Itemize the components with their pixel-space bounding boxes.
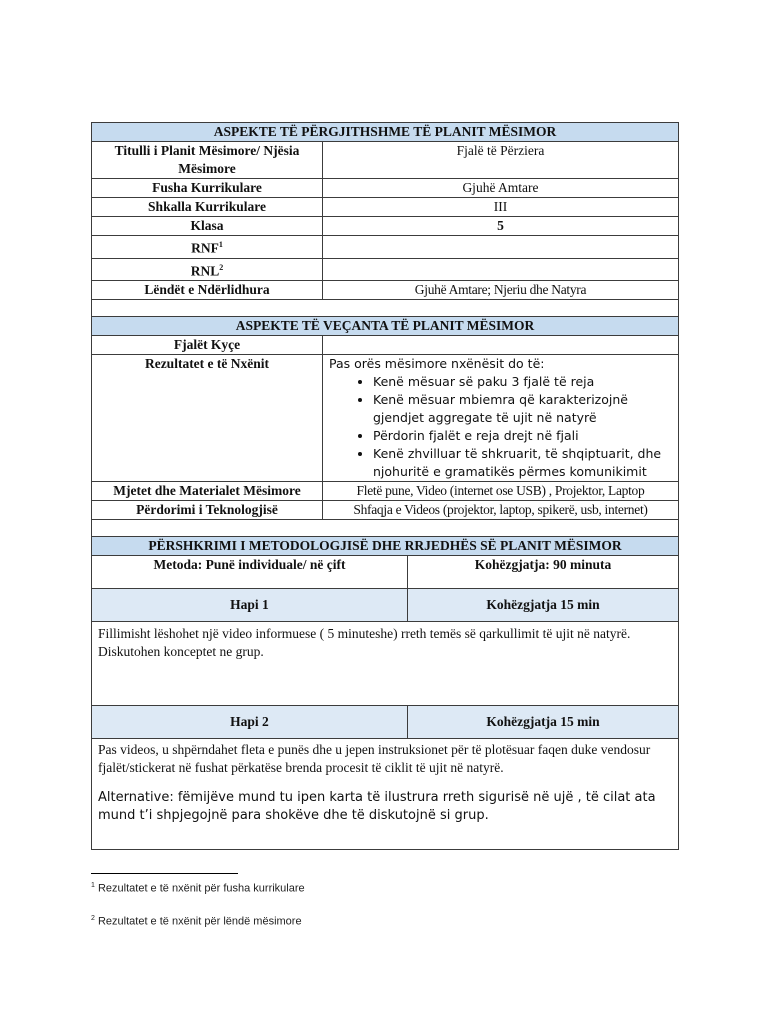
footnote-number: 2: [91, 915, 95, 922]
curricular-field-value: Gjuhë Amtare: [323, 179, 679, 198]
footnote-2: [91, 915, 302, 928]
learning-outcome-item: • Kenë zhvilluar të shkruarit, të shqiptuarit, dhe njohuritë e gramatikës përmes komunikimit: [373, 445, 672, 481]
rnf-value: [323, 236, 679, 259]
specific-aspects-header: ASPEKTE TË VEÇANTA TË PLANIT MËSIMOR: [92, 317, 679, 336]
step2-alternative: Alternative: fëmijëve mund tu ipen karta të ilustrura rreth sigurisë në ujë , të cilat ata mund t’i shpjegojnë para shokëve dhe të diskutojnë si grup.: [98, 790, 656, 823]
total-duration-label: Kohëzgjatja: 90 minuta: [408, 556, 679, 589]
curricular-level-label: Shkalla Kurrikulare: [92, 198, 323, 217]
rnf-label: [92, 236, 323, 259]
method-label: Metoda: Punë individuale/ në çift: [92, 556, 408, 589]
keywords-value: [323, 336, 679, 355]
rnl-label-text: RNL: [190, 263, 220, 278]
curricular-field-label: Fusha Kurrikulare: [92, 179, 323, 198]
step2-description: Pas videos, u shpërndahet fleta e punës dhe u jepen instruksionet për të plotësuar faqen duke vendosur fjalët/stickerat në fushat përkatëse brenda procesit të ciklit të ujit në natyrë.: [98, 742, 651, 775]
lesson-plan-table: [91, 122, 679, 850]
learning-outcomes-list: [329, 373, 672, 481]
methodology-header: PËRSHKRIMI I METODOLOGJISË DHE RRJEDHËS SË PLANIT MËSIMOR: [92, 537, 679, 556]
step1-description: Fillimisht lëshohet një video informuese ( 5 minuteshe) rreth temës së qarkullimit të ujit në natyrë. Diskutohen konceptet ne grup.: [92, 622, 679, 706]
materials-label: Mjetet dhe Materialet Mësimore: [92, 482, 323, 501]
step2-duration: Kohëzgjatja 15 min: [408, 706, 679, 739]
footnote-separator: [91, 873, 238, 874]
grade-label: Klasa: [92, 217, 323, 236]
rnl-footnote-ref: 2: [219, 262, 224, 272]
lesson-title-value: Fjalë të Përziera: [323, 142, 679, 179]
learning-outcomes-label: Rezultatet e të Nxënit: [92, 355, 323, 482]
technology-label: Përdorimi i Teknologjisë: [92, 501, 323, 520]
learning-outcome-item: • Kenë mësuar së paku 3 fjalë të reja: [373, 373, 672, 391]
learning-outcomes-intro: Pas orës mësimore nxënësit do të:: [329, 356, 545, 371]
keywords-label: Fjalët Kyçe: [92, 336, 323, 355]
technology-value: Shfaqja e Videos (projektor, laptop, spikerë, usb, internet): [323, 501, 679, 520]
step1-duration: Kohëzgjatja 15 min: [408, 589, 679, 622]
rnl-value: [323, 258, 679, 281]
general-aspects-header: ASPEKTE TË PËRGJITHSHME TË PLANIT MËSIMOR: [92, 123, 679, 142]
learning-outcomes-cell: [323, 355, 679, 482]
grade-value: 5: [323, 217, 679, 236]
spacer-row: [92, 300, 679, 317]
footnote-1: [91, 882, 305, 895]
learning-outcome-item: • Përdorin fjalët e reja drejt në fjali: [373, 427, 672, 445]
footnote-text: Rezultatet e të nxënit për fusha kurrikulare: [97, 882, 305, 895]
materials-value: Fletë pune, Video (internet ose USB) , Projektor, Laptop: [323, 482, 679, 501]
step2-cell: [92, 739, 679, 850]
rnl-label: [92, 258, 323, 281]
related-subjects-label: Lëndët e Ndërlidhura: [92, 281, 323, 300]
spacer-row: [92, 520, 679, 537]
learning-outcome-item: • Kenë mësuar mbiemra që karakterizojnë gjendjet aggregate të ujit në natyrë: [373, 391, 672, 427]
lesson-title-label: Titulli i Planit Mësimore/ Njësia Mësimore: [92, 142, 323, 179]
rnf-footnote-ref: 1: [218, 240, 223, 249]
footnote-text: Rezultatet e të nxënit për lëndë mësimore: [97, 915, 302, 928]
footnote-number: 1: [91, 882, 95, 889]
step2-label: Hapi 2: [92, 706, 408, 739]
step1-label: Hapi 1: [92, 589, 408, 622]
curricular-level-value: III: [323, 198, 679, 217]
related-subjects-value: Gjuhë Amtare; Njeriu dhe Natyra: [323, 281, 679, 300]
rnf-label-text: RNF: [191, 240, 219, 256]
